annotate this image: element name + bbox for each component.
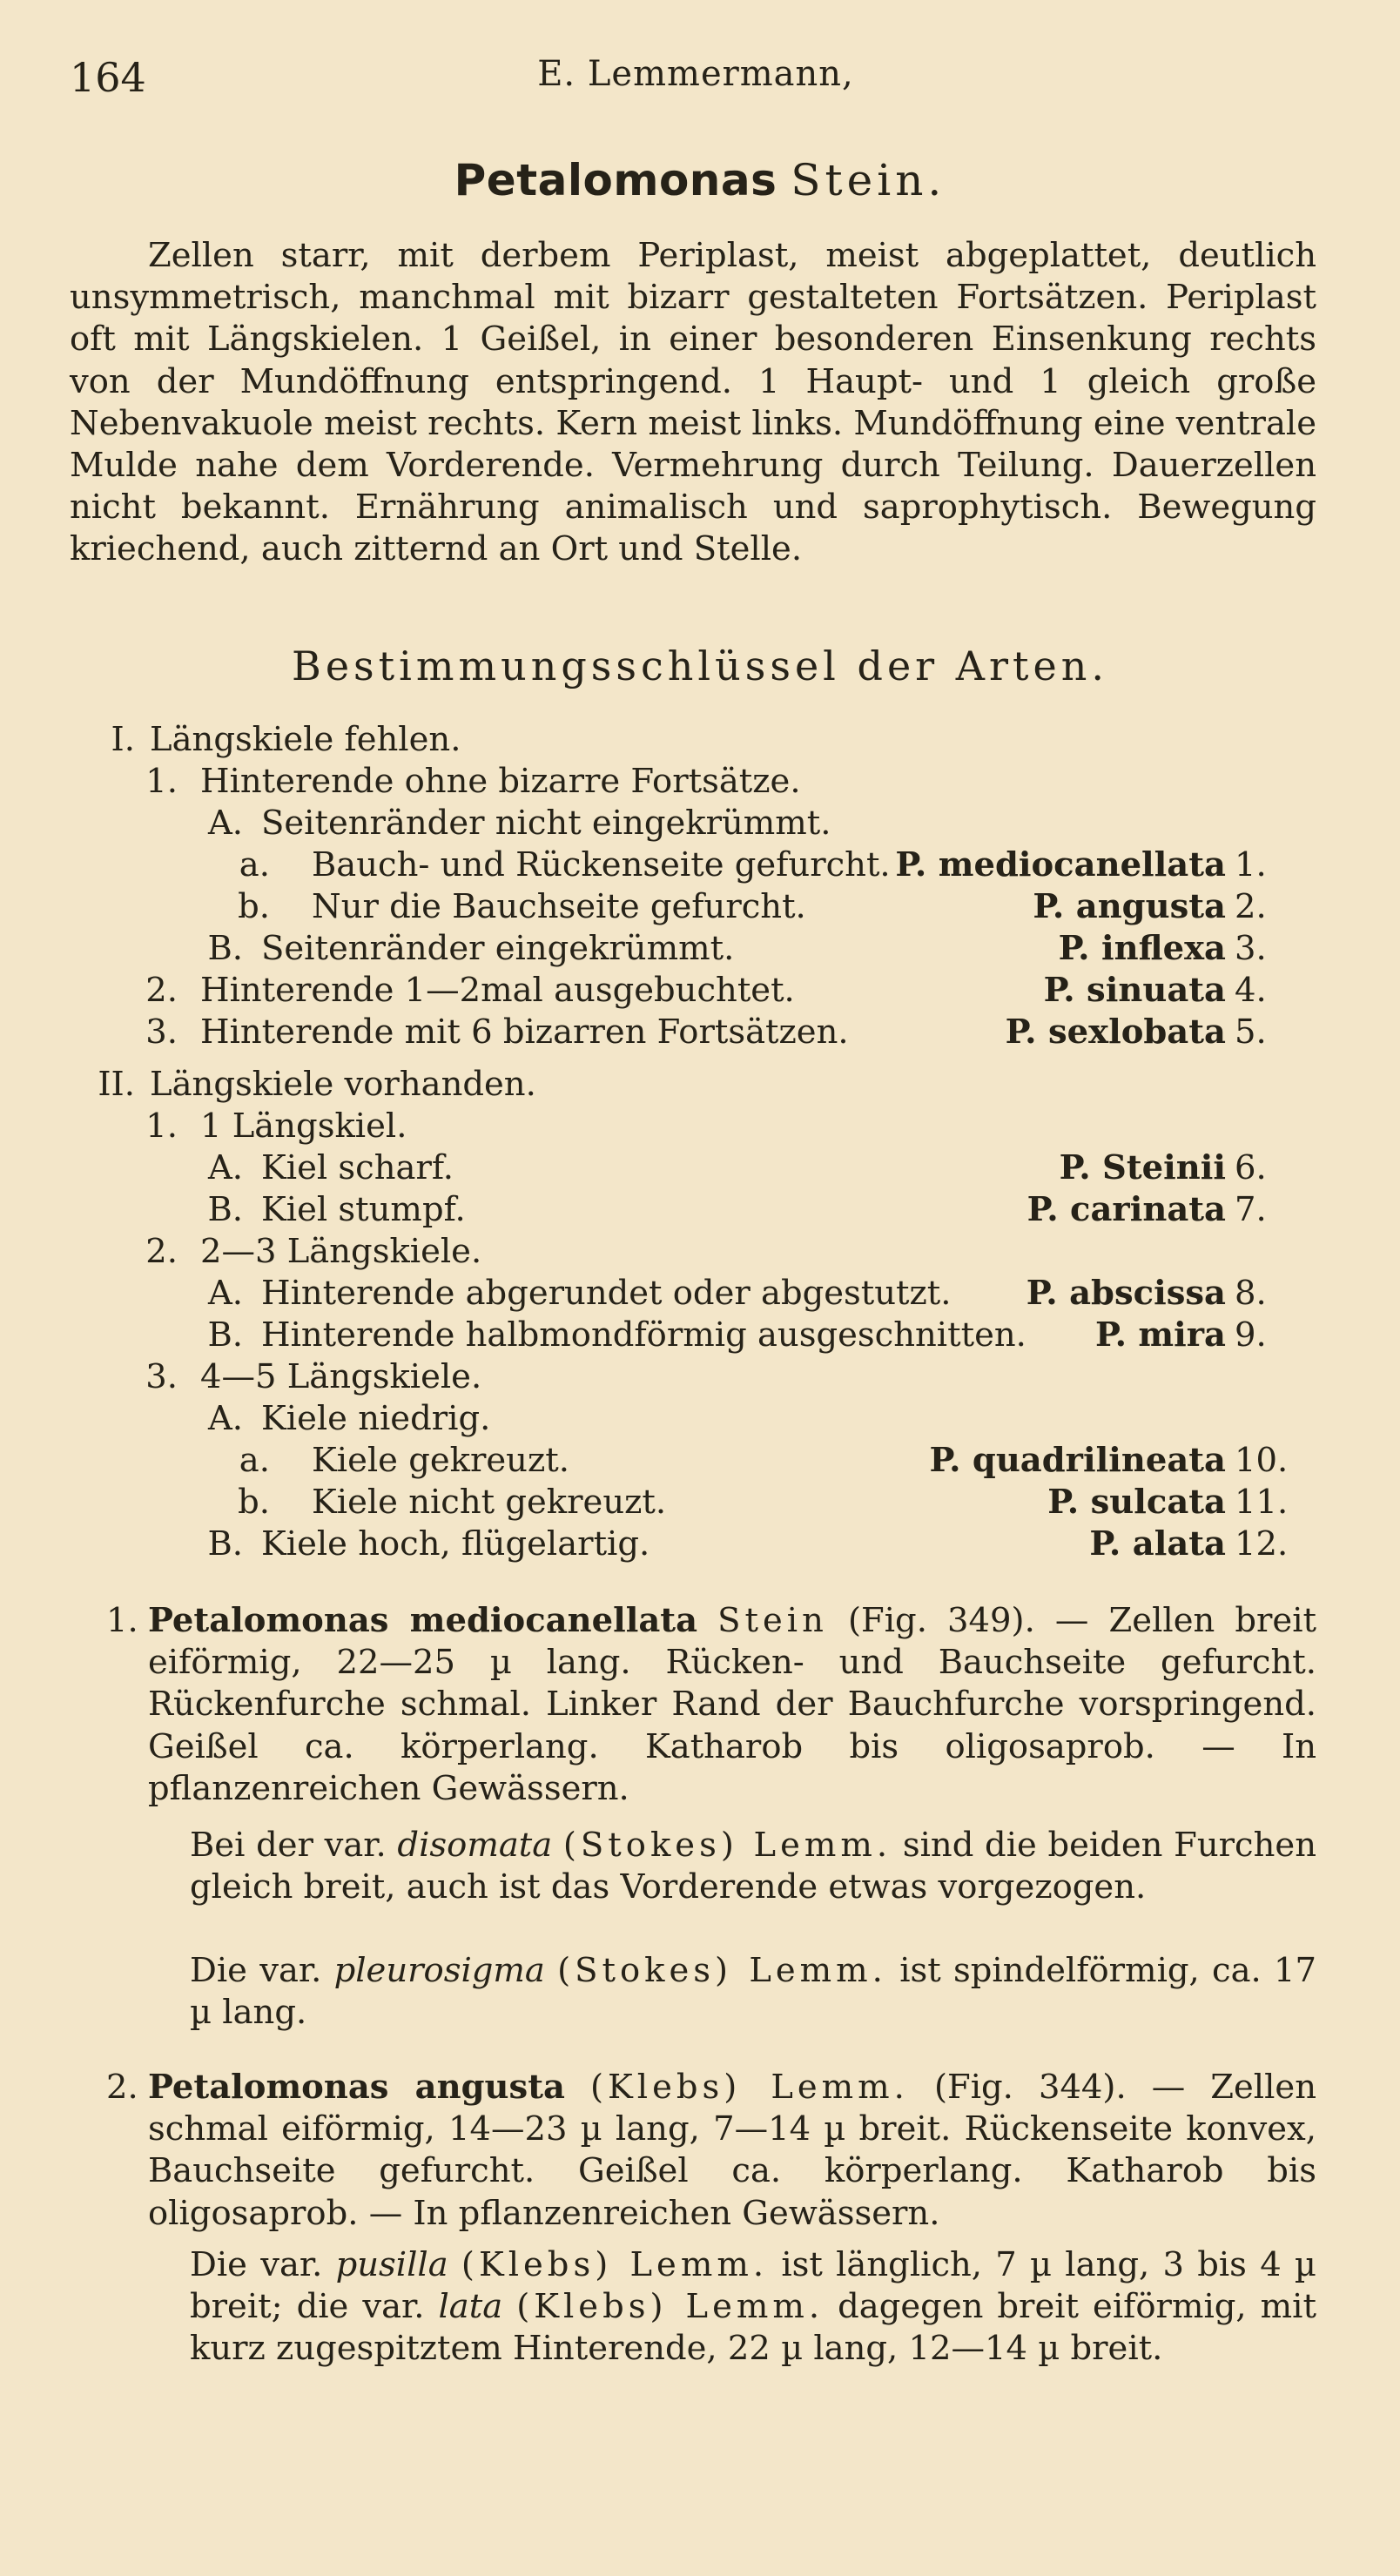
key-row: [0, 1231, 1330, 1273]
variety-note-1a: [190, 1825, 1316, 1908]
key-row: [0, 928, 1330, 970]
genus-name: Petalomonas: [454, 155, 777, 205]
key-row-number: B.: [207, 1315, 243, 1355]
key-row-species-number: 8.: [1235, 1274, 1267, 1313]
key-row-number: 3.: [145, 1357, 178, 1396]
key-row-species-number: 6.: [1235, 1148, 1267, 1187]
key-row: [0, 1106, 1330, 1147]
key-row-species: P. sulcata: [1047, 1483, 1226, 1522]
key-row-number: 2.: [145, 971, 178, 1010]
key-row-species: P. Steinii: [1059, 1148, 1226, 1187]
genus-description: Zellen starr, mit derbem Periplast, meist abgeplattet, deutlich unsymmetrisch, manchmal mit bizarr gestalteten Fortsätzen. Periplast oft mit Längskielen. 1 Geißel, in einer besonderen Einsenkung rechts von der Mundöffnung entspringend. 1 Haupt- und 1 gleich große Nebenvakuole meist rechts. Kern meist links. Mundöffnung eine ventrale Mulde nahe dem Vorderende. Vermehrung durch Teilung. Dauerzellen nicht bekannt. Ernährung animalisch und saprophytisch. Bewegung kriechend, auch zitternd an Ort und Stelle.: [70, 236, 1317, 569]
key-row-text: Kiele hoch, flügelartig.: [261, 1524, 650, 1564]
key-row-number: B.: [207, 1190, 243, 1229]
variety-note-2: [190, 2244, 1316, 2371]
key-row: [0, 1273, 1330, 1315]
variety-author: (Klebs) Lemm.: [516, 2287, 825, 2327]
species-entry-2: [106, 2067, 1316, 2235]
key-row: [0, 1189, 1330, 1231]
key-row-species: P. alata: [1089, 1524, 1226, 1564]
key-row: [0, 1440, 1330, 1482]
key-row: [0, 1482, 1330, 1523]
species-author: Stein: [717, 1601, 828, 1640]
key-row: [0, 1147, 1330, 1189]
key-row-number: 2.: [145, 1232, 178, 1271]
key-row: [0, 1356, 1330, 1398]
variety-name: pusilla: [335, 2245, 448, 2284]
key-row-number: 3.: [145, 1012, 178, 1052]
key-row-species: P. quadrilineata: [929, 1441, 1226, 1480]
species-author: (Klebs) Lemm.: [589, 2068, 909, 2107]
key-row-text: Bauch- und Rückenseite gefurcht.: [312, 845, 891, 884]
key-row-text: Seitenränder nicht eingekrümmt.: [261, 804, 831, 843]
key-row-text: Längskiele fehlen.: [150, 720, 461, 759]
key-row-text: Hinterende abgerundet oder abgestutzt.: [261, 1274, 952, 1313]
variety-name: pleurosigma: [333, 1951, 545, 1990]
variety-author: (Stokes) Lemm.: [562, 1826, 892, 1865]
key-row-species: P. sinuata: [1043, 971, 1226, 1010]
species-description: (Fig. 344). — Zellen schmal eiförmig, 14—23 µ lang, 7—14 µ breit. Rückenseite konvex, Bauchseite gefurcht. Geißel ca. körperlang. Katharob bis oligosaprob. — In pflanzenreichen Gewässern.: [148, 2068, 1316, 2233]
key-row-species: P. mira: [1095, 1315, 1226, 1355]
genus-author: Stein.: [791, 155, 946, 205]
species-name: Petalomonas mediocanellata: [148, 1601, 698, 1640]
key-row-text: 4—5 Längskiele.: [200, 1357, 482, 1396]
key-row-text: 1 Längskiel.: [200, 1106, 407, 1146]
key-row-species-number: 7.: [1235, 1190, 1267, 1229]
key-row-species: P. angusta: [1033, 887, 1226, 926]
key-row-number: a.: [239, 1441, 270, 1480]
variety-description: sind die beiden Furchen gleich breit, auch ist das Vorderende etwas vorgezogen.: [190, 1826, 1316, 1907]
key-row-species-number: 1.: [1235, 845, 1267, 884]
key-row: [0, 761, 1330, 803]
key-row-species: P. abscissa: [1026, 1274, 1226, 1313]
key-row-species-number: 5.: [1235, 1012, 1267, 1052]
variety-author: (Stokes) Lemm.: [557, 1951, 887, 1990]
key-row-number: b.: [238, 1483, 270, 1522]
key-row-number: A.: [207, 1148, 243, 1187]
key-row-number: b.: [238, 887, 270, 926]
key-row-number: A.: [207, 1274, 243, 1313]
variety-prefix: Die var.: [190, 1951, 322, 1990]
key-row-number: a.: [239, 845, 270, 884]
key-row-species-number: 2.: [1235, 887, 1267, 926]
key-row-species-number: 3.: [1235, 929, 1267, 968]
key-row-number: I.: [111, 720, 135, 759]
key-row-text: Seitenränder eingekrümmt.: [261, 929, 735, 968]
variety-prefix: Bei der var.: [190, 1826, 387, 1865]
key-row: [0, 1315, 1330, 1356]
variety-author: (Klebs) Lemm.: [461, 2245, 769, 2284]
variety-description: ist länglich, 7 µ lang, 3 bis 4 µ breit; die var.: [190, 2245, 1316, 2327]
key-row-text: Kiele niedrig.: [261, 1399, 491, 1438]
species-name: Petalomonas angusta: [148, 2068, 565, 2107]
species-entry-1: [106, 1600, 1316, 1810]
key-row-text: Längskiele vorhanden.: [150, 1065, 536, 1104]
key-row-text: Nur die Bauchseite gefurcht.: [312, 887, 806, 926]
key-row: [0, 1012, 1330, 1053]
variety-note-1b: [190, 1950, 1316, 2034]
key-row-text: Hinterende 1—2mal ausgebuchtet.: [200, 971, 795, 1010]
entry-number: 2.: [106, 2068, 138, 2107]
variety-description: ist spindelförmig, ca. 17 µ lang.: [190, 1951, 1316, 2033]
key-row-text: Kiele nicht gekreuzt.: [312, 1483, 667, 1522]
key-row-text: 2—3 Längskiele.: [200, 1232, 482, 1271]
key-row-species: P. inflexa: [1058, 929, 1226, 968]
running-head: E. Lemmermann,: [537, 54, 854, 94]
variety-description: dagegen breit eiförmig, mit kurz zugespitztem Hinterende, 22 µ lang, 12—14 µ breit.: [190, 2287, 1316, 2369]
key-row-text: Hinterende ohne bizarre Fortsätze.: [200, 762, 801, 801]
key-row-species-number: 11.: [1235, 1483, 1289, 1522]
key-row: [0, 844, 1330, 886]
key-row-number: B.: [207, 929, 243, 968]
key-row-species-number: 9.: [1235, 1315, 1267, 1355]
key-row-text: Kiele gekreuzt.: [312, 1441, 569, 1480]
key-row: [0, 803, 1330, 844]
entry-number: 1.: [106, 1601, 138, 1640]
key-row: [0, 1064, 1330, 1106]
key-row-species: P. mediocanellata: [895, 845, 1226, 884]
key-row: [0, 1398, 1330, 1440]
key-row: [0, 886, 1330, 928]
key-row-text: Hinterende mit 6 bizarren Fortsätzen.: [200, 1012, 849, 1052]
key-row: [0, 719, 1330, 761]
genus-title: [0, 155, 1400, 205]
key-row-species-number: 10.: [1235, 1441, 1289, 1480]
key-row-number: II.: [98, 1065, 135, 1104]
key-row-number: B.: [207, 1524, 243, 1564]
key-row-species: P. carinata: [1026, 1190, 1226, 1229]
key-row-text: Kiel stumpf.: [261, 1190, 466, 1229]
key-row-number: 1.: [145, 762, 178, 801]
variety-prefix: Die var.: [190, 2245, 323, 2284]
key-row: [0, 1523, 1330, 1565]
key-row-text: Kiel scharf.: [261, 1148, 454, 1187]
key-heading: Bestimmungsschlüssel der Arten.: [292, 642, 1108, 689]
key-row: [0, 970, 1330, 1012]
species-description: (Fig. 349). — Zellen breit eiförmig, 22—25 µ lang. Rücken- und Bauchseite gefurcht. Rückenfurche schmal. Linker Rand der Bauchfurche vorspringend. Geißel ca. körperlang. Katharob bis oligosaprob. — In pflanzenreichen Gewässern.: [148, 1601, 1316, 1808]
key-row-number: 1.: [145, 1106, 178, 1146]
variety-name: disomata: [397, 1826, 553, 1865]
page-header: [70, 54, 1322, 106]
key-row-number: A.: [207, 1399, 243, 1438]
variety-name: lata: [438, 2287, 503, 2327]
key-row-species-number: 4.: [1235, 971, 1267, 1010]
key-row-species: P. sexlobata: [1005, 1012, 1226, 1052]
key-row-number: A.: [207, 804, 243, 843]
key-row-text: Hinterende halbmondförmig ausgeschnitten.: [261, 1315, 1026, 1355]
key-row-species-number: 12.: [1235, 1524, 1289, 1564]
page-number: 164: [70, 54, 146, 101]
